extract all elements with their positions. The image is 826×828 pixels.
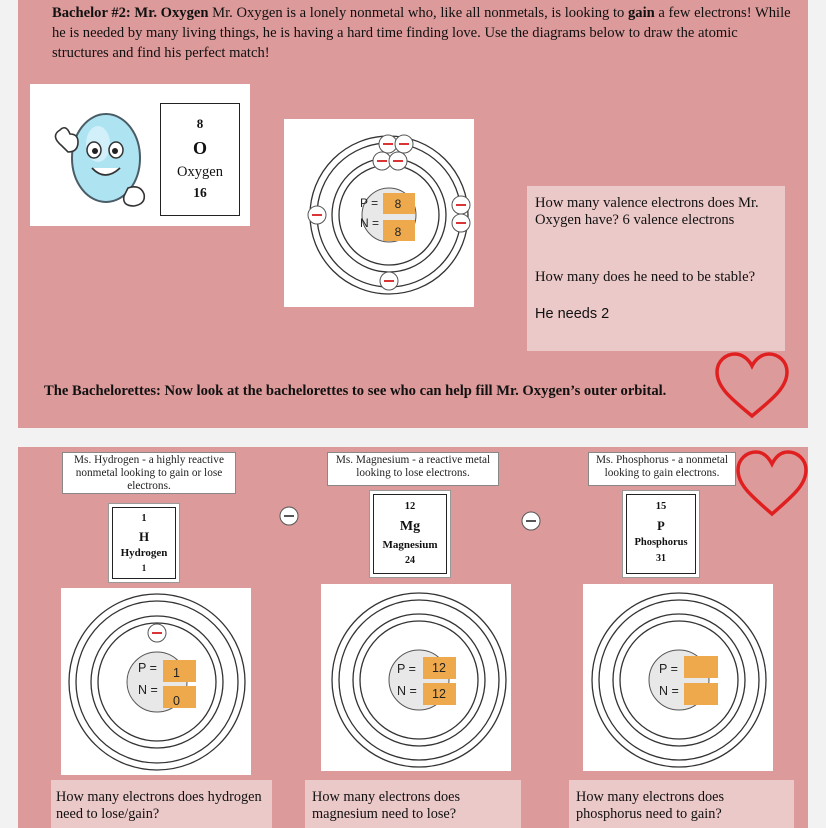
oxygen-element-card bbox=[160, 103, 240, 216]
heart-icon bbox=[713, 352, 791, 422]
magnesium-card-frame bbox=[369, 490, 451, 578]
hydrogen-question[interactable]: How many electrons does hydrogen need to lose/gain? bbox=[56, 789, 262, 822]
magnesium-name: Magnesium bbox=[382, 538, 438, 551]
electron-icon[interactable] bbox=[148, 624, 166, 642]
oxygen-n-label: N = bbox=[360, 216, 380, 230]
hydrogen-caption: Ms. Hydrogen - a highly reactive nonmetal looking to gain or lose electrons. bbox=[62, 452, 236, 494]
hydrogen-name: Hydrogen bbox=[120, 547, 168, 559]
electron-icon[interactable] bbox=[279, 506, 299, 526]
mr-oxygen-mascot-image bbox=[36, 84, 156, 226]
electron-icon[interactable] bbox=[452, 196, 470, 214]
magnesium-atom-diagram bbox=[321, 584, 511, 771]
hydrogen-mass: 1 bbox=[141, 563, 147, 573]
phosphorus-atom-diagram bbox=[583, 584, 773, 771]
hydrogen-p-label: P = bbox=[138, 661, 157, 675]
magnesium-n-label: N = bbox=[397, 684, 417, 698]
oxygen-atomic-number: 8 bbox=[196, 116, 204, 131]
hydrogen-n-value: 0 bbox=[173, 694, 180, 708]
electron-icon[interactable] bbox=[308, 206, 326, 224]
electron-icon[interactable] bbox=[452, 214, 470, 232]
oxygen-question-panel bbox=[527, 186, 785, 351]
hydrogen-atom-diagram bbox=[61, 588, 251, 775]
magnesium-p-label: P = bbox=[397, 662, 416, 676]
intro-text-b: a few electrons! While he is needed by many living things, he is having a hard time finding love. Use the diagrams below to draw the atomic structures and find his perfect match! bbox=[52, 5, 791, 61]
magnesium-n-value: 12 bbox=[432, 687, 446, 701]
phosphorus-card-frame bbox=[622, 490, 700, 578]
oxygen-picture-panel bbox=[30, 84, 250, 226]
hydrogen-n-label: N = bbox=[138, 683, 158, 697]
phosphorus-mass: 31 bbox=[656, 552, 666, 564]
phosphorus-n-label: N = bbox=[659, 684, 679, 698]
phosphorus-caption: Ms. Phosphorus - a nonmetal looking to gain electrons. bbox=[588, 452, 736, 486]
magnesium-mass: 24 bbox=[405, 554, 415, 566]
slide-bachelorettes bbox=[18, 447, 808, 828]
magnesium-atomic-number: 12 bbox=[404, 501, 416, 512]
magnesium-element-card bbox=[373, 494, 447, 574]
oxygen-p-value: 8 bbox=[394, 197, 402, 211]
valence-question[interactable]: How many valence electrons does Mr. Oxygen have? 6 valence electrons bbox=[535, 195, 759, 228]
hydrogen-p-value: 1 bbox=[173, 666, 180, 680]
hydrogen-question-panel bbox=[51, 780, 272, 828]
bachelorettes-heading: The Bachelorettes: Now look at the bachelorettes to see who can help fill Mr. Oxygen’s outer orbital. bbox=[44, 383, 667, 399]
electron-icon[interactable] bbox=[380, 272, 398, 290]
stability-question[interactable]: How many does he need to be stable? bbox=[535, 269, 756, 285]
oxygen-n-value: 8 bbox=[394, 225, 402, 239]
hydrogen-card-frame bbox=[108, 503, 180, 583]
magnesium-p-value: 12 bbox=[432, 661, 446, 675]
oxygen-p-label: P = bbox=[360, 196, 379, 210]
magnesium-symbol: Mg bbox=[399, 518, 421, 534]
electron-icon[interactable] bbox=[373, 152, 391, 170]
phosphorus-name: Phosphorus bbox=[634, 537, 688, 548]
electron-icon[interactable] bbox=[379, 135, 397, 153]
magnesium-question-panel bbox=[305, 780, 521, 828]
intro-text-a: Mr. Oxygen is a lonely nonmetal who, like all nonmetals, is looking to bbox=[208, 5, 628, 21]
hydrogen-element-card bbox=[112, 507, 176, 579]
electron-icon[interactable] bbox=[395, 135, 413, 153]
magnesium-question[interactable]: How many electrons does magnesium need to lose? bbox=[312, 789, 461, 822]
hydrogen-atomic-number: 1 bbox=[141, 513, 147, 524]
phosphorus-symbol: P bbox=[657, 518, 665, 533]
electron-icon[interactable] bbox=[521, 511, 541, 531]
phosphorus-p-label: P = bbox=[659, 662, 678, 676]
phosphorus-atomic-number: 15 bbox=[655, 501, 667, 512]
magnesium-caption: Ms. Magnesium - a reactive metal looking to lose electrons. bbox=[327, 452, 499, 486]
oxygen-name: Oxygen bbox=[177, 164, 223, 180]
intro-gain: gain bbox=[628, 5, 655, 21]
intro-title: Bachelor #2: Mr. Oxygen bbox=[52, 5, 209, 21]
hydrogen-symbol: H bbox=[138, 529, 150, 544]
phosphorus-p-box[interactable] bbox=[684, 656, 718, 678]
oxygen-symbol: O bbox=[192, 138, 207, 158]
oxygen-mass: 16 bbox=[193, 184, 207, 200]
electron-icon[interactable] bbox=[389, 152, 407, 170]
oxygen-atom-diagram bbox=[284, 119, 474, 307]
intro-paragraph bbox=[52, 3, 792, 63]
phosphorus-n-box[interactable] bbox=[684, 683, 718, 705]
phosphorus-element-card bbox=[626, 494, 696, 574]
slide-mr-oxygen bbox=[18, 0, 808, 428]
heart-icon bbox=[734, 450, 808, 520]
stability-answer[interactable]: He needs 2 bbox=[535, 306, 610, 322]
phosphorus-question-panel bbox=[569, 780, 794, 828]
phosphorus-question[interactable]: How many electrons does phosphorus need to gain? bbox=[576, 789, 725, 822]
